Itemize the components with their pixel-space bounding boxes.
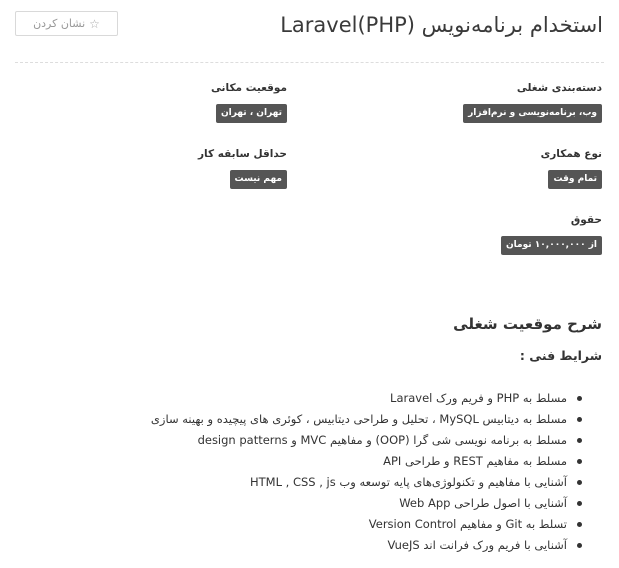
requirement-item: آشنایی با مفاهیم و تکنولوژی‌های پایه توسعه وب HTML , CSS , js: [151, 472, 567, 493]
field-salary: [501, 214, 602, 255]
requirement-item: مسلط به PHP و فریم ورک Laravel: [151, 388, 567, 409]
job-title: استخدام برنامه‌نویس Laravel(PHP): [280, 13, 603, 37]
requirement-item: مسلط به برنامه نویسی شی گرا (OOP) و مفاهیم MVC و design patterns: [151, 430, 567, 451]
category-badge[interactable]: وب، برنامه‌نویسی و نرم‌افزار: [463, 104, 602, 123]
requirement-item: مسلط به دیتابیس MySQL ، تحلیل و طراحی دیتابیس ، کوئری های پیچیده و بهینه سازی: [151, 409, 567, 430]
field-category: [463, 82, 602, 123]
experience-label: حداقل سابقه کار: [197, 148, 287, 160]
field-experience: [198, 148, 287, 189]
star-outline-icon: ☆: [89, 16, 100, 31]
location-label: موقعیت مکانی: [210, 82, 287, 94]
experience-badge: مهم نیست: [230, 170, 287, 189]
requirement-item: آشنایی با اصول طراحی Web App: [151, 493, 567, 514]
job-header: [15, 10, 604, 46]
job-description-title: شرح موقعیت شغلی: [453, 315, 602, 333]
bookmark-label: نشان کردن: [33, 17, 86, 30]
technical-requirements-title: شرایط فنی :: [519, 348, 602, 363]
requirement-item: آشنایی با فریم ورک فرانت اند VueJS: [151, 535, 567, 556]
field-cooperation-type: [541, 148, 602, 189]
requirement-item: تسلط به Git و مفاهیم Version Control: [151, 514, 567, 535]
cooperation-label: نوع همکاری: [540, 148, 602, 160]
field-location: [211, 82, 287, 123]
salary-label: حقوق: [570, 214, 602, 226]
header-divider: [15, 62, 604, 63]
requirement-item: مسلط به مفاهیم REST و طراحی API: [151, 451, 567, 472]
category-label: دسته‌بندی شغلی: [516, 82, 602, 94]
salary-badge: از ۱۰,۰۰۰,۰۰۰ تومان: [501, 236, 602, 255]
cooperation-badge[interactable]: تمام وقت: [548, 170, 602, 189]
location-badge[interactable]: تهران ، تهران: [216, 104, 287, 123]
bookmark-button[interactable]: [15, 11, 118, 36]
requirements-list: [151, 388, 567, 556]
